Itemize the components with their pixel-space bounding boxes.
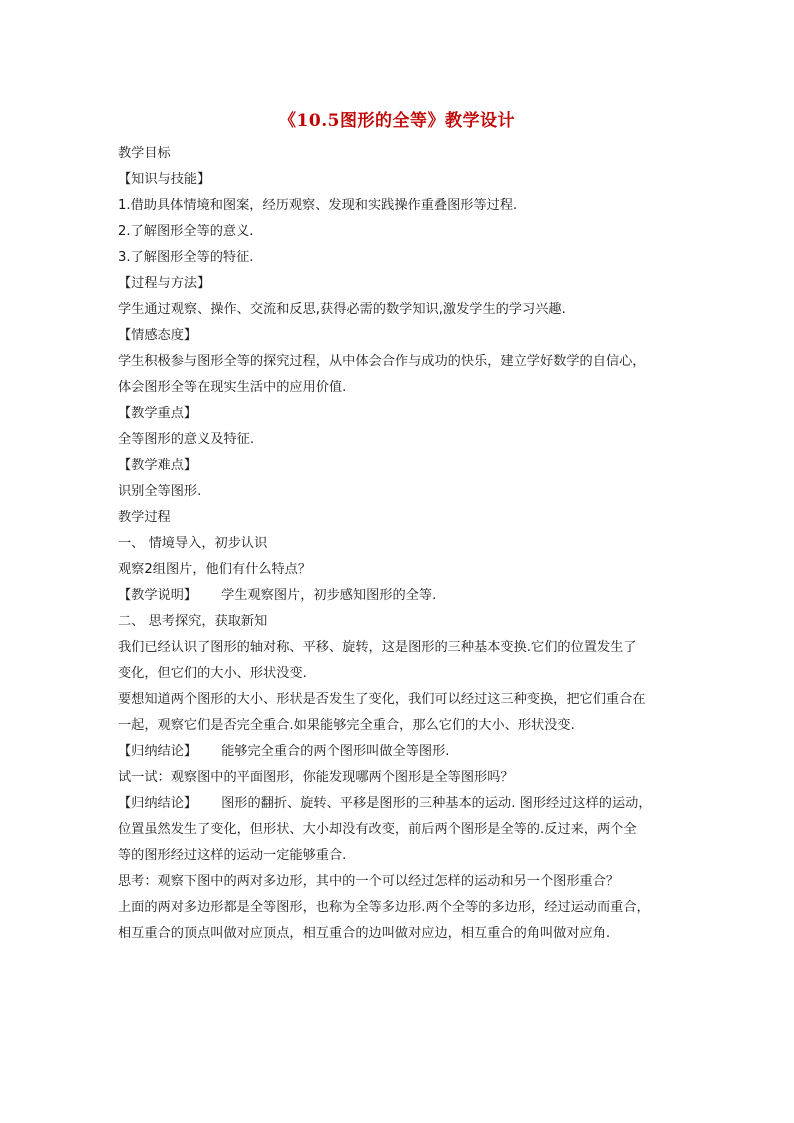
text-line: 试一试：观察图中的平面图形，你能发现哪两个图形是全等图形吗？ bbox=[118, 770, 514, 785]
document-body bbox=[118, 141, 678, 947]
line-text: 能够完全重合的两个图形叫做全等图形. bbox=[221, 744, 450, 759]
text-line: 3.了解图形全等的特征. bbox=[118, 250, 254, 265]
line-text: 图形的翻折、旋转、平移是图形的三种基本的运动. 图形经过这样的运动， bbox=[221, 796, 652, 811]
text-line: 识别全等图形. bbox=[118, 484, 202, 499]
text-line: 上面的两对多边形都是全等图形，也称为全等多边形.两个全等的多边形，经过运动而重合， bbox=[118, 900, 650, 915]
text-line: 我们已经认识了图形的轴对称、平移、旋转，这是图形的三种基本变换.它们的位置发生了 bbox=[118, 640, 637, 655]
text-line: 要想知道两个图形的大小、形状是否发生了变化，我们可以经过这三种变换，把它们重合在 bbox=[118, 692, 646, 707]
text-line: 变化，但它们的大小、形状没变. bbox=[118, 666, 307, 681]
text-line: 思考：观察下图中的两对多边形，其中的一个可以经过怎样的运动和另一个图形重合？ bbox=[118, 874, 620, 889]
text-line: 观察2组图片，他们有什么特点？ bbox=[118, 562, 312, 577]
line-label: 【归纳结论】 bbox=[118, 744, 198, 759]
line-text: 学生观察图片，初步感知图形的全等. bbox=[221, 588, 437, 603]
text-line bbox=[118, 791, 678, 817]
text-line: 【过程与方法】 bbox=[118, 276, 211, 291]
text-line: 位置虽然发生了变化，但形状、大小却没有改变，前后两个图形是全等的.反过来，两个全 bbox=[118, 822, 637, 837]
document-title: 《10.5图形的全等》教学设计 bbox=[279, 111, 515, 131]
text-line: 【教学难点】 bbox=[118, 458, 198, 473]
text-line bbox=[118, 739, 678, 765]
text-line: 一、 情境导入，初步认识 bbox=[118, 536, 268, 551]
text-line: 【教学重点】 bbox=[118, 406, 198, 421]
text-line: 等的图形经过这样的运动一定能够重合. bbox=[118, 848, 347, 863]
text-line: 【知识与技能】 bbox=[118, 172, 211, 187]
text-line: 二、 思考探究，获取新知 bbox=[118, 614, 268, 629]
text-line bbox=[118, 583, 678, 609]
text-line: 教学过程 bbox=[118, 510, 171, 525]
text-line: 【情感态度】 bbox=[118, 328, 198, 343]
text-line: 2.了解图形全等的意义. bbox=[118, 224, 254, 239]
text-line: 一起，观察它们是否完全重合.如果能够完全重合，那么它们的大小、形状没变. bbox=[118, 718, 575, 733]
text-line: 1.借助具体情境和图案，经历观察、发现和实践操作重叠图形等过程. bbox=[118, 198, 518, 213]
line-label: 【归纳结论】 bbox=[118, 796, 198, 811]
text-line: 学生通过观察、操作、交流和反思,获得必需的数学知识,激发学生的学习兴趣. bbox=[118, 302, 566, 317]
text-line: 全等图形的意义及特征. bbox=[118, 432, 255, 447]
text-line: 教学目标 bbox=[118, 146, 171, 161]
text-line: 相互重合的顶点叫做对应顶点，相互重合的边叫做对应边，相互重合的角叫做对应角. bbox=[118, 926, 611, 941]
line-label: 【教学说明】 bbox=[118, 588, 198, 603]
text-line: 学生积极参与图形全等的探究过程，从中体会合作与成功的快乐，建立学好数学的自信心， bbox=[118, 354, 646, 369]
text-line: 体会图形全等在现实生活中的应用价值. bbox=[118, 380, 347, 395]
